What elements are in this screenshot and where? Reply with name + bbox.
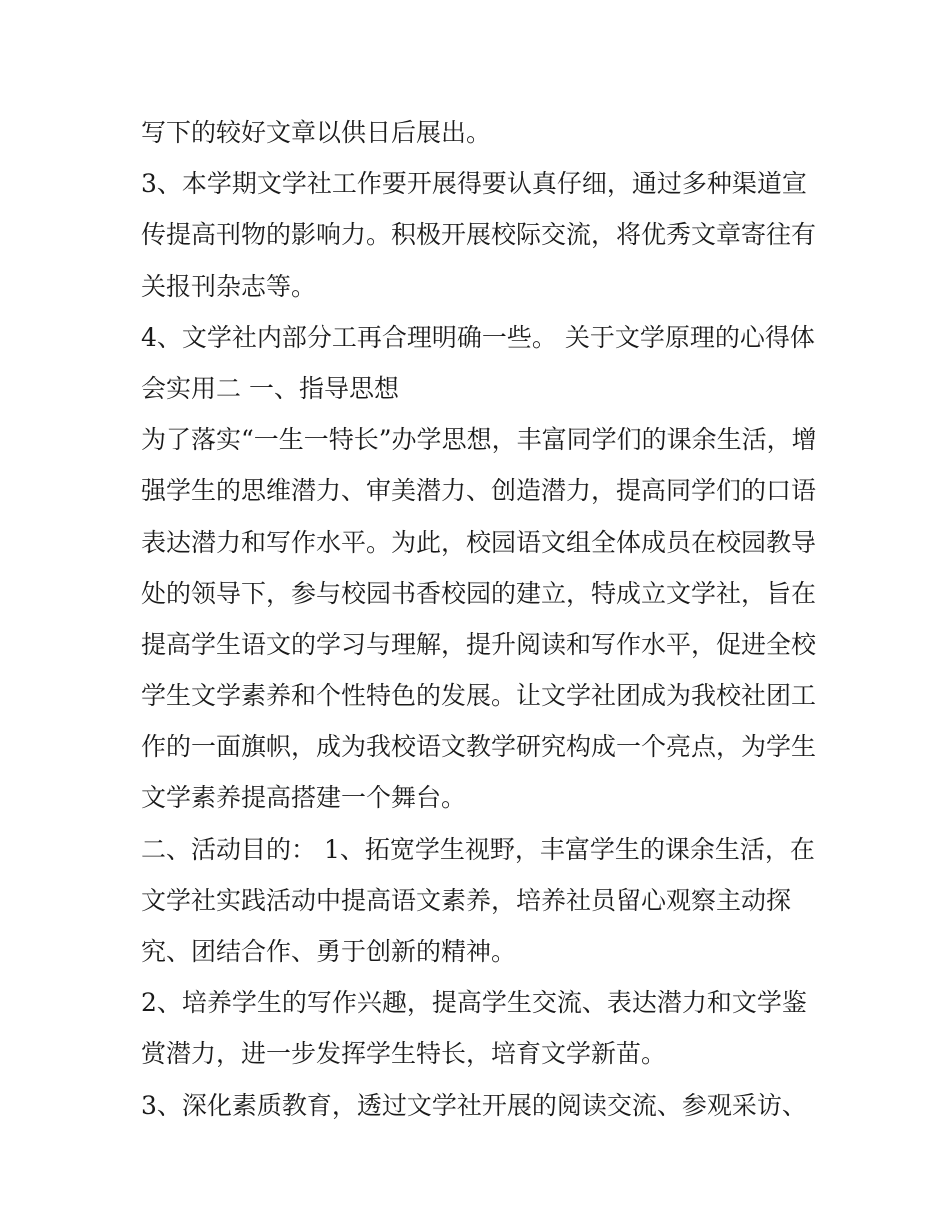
text-line: 2、培养学生的写作兴趣，提高学生交流、表达潜力和文学鉴 [141, 988, 807, 1018]
text-line: 3、本学期文学社工作要开展得要认真仔细，通过多种渠道宣 [141, 169, 807, 199]
text-line: 文学素养提高搭建一个舞台。 [141, 783, 467, 813]
text-line: 写下的较好文章以供日后展出。 [141, 118, 492, 147]
text-line: 4、文学社内部分工再合理明确一些。 关于文学原理的心得体 [141, 322, 815, 352]
text-line: 究、团结合作、勇于创新的精神。 [141, 937, 517, 966]
text-line: 传提高刊物的影响力。积极开展校际交流，将优秀文章寄往有 [141, 220, 817, 250]
text-line: 关报刊杂志等。 [141, 271, 317, 301]
document-body [141, 107, 821, 1131]
text-line: 表达潜力和写作水平。为此，校园语文组全体成员在校园教导 [141, 527, 817, 557]
text-line: 3、深化素质教育，透过文学社开展的阅读交流、参观采访、 [141, 1090, 807, 1120]
text-line: 为了落实“一生一特长”办学思想，丰富同学们的课余生活，增 [141, 425, 817, 455]
text-line: 处的领导下，参与校园书香校园的建立，特成立文学社，旨在 [141, 578, 817, 608]
text-line: 强学生的思维潜力、审美潜力、创造潜力，提高同学们的口语 [141, 476, 817, 506]
text-line: 文学社实践活动中提高语文素养，培养社员留心观察主动探 [141, 885, 792, 915]
text-line: 提高学生语文的学习与理解，提升阅读和写作水平，促进全校 [141, 629, 817, 659]
text-line: 赏潜力，进一步发挥学生特长，培育文学新苗。 [141, 1039, 667, 1069]
text-line: 作的一面旗帜，成为我校语文教学研究构成一个亮点，为学生 [141, 732, 817, 762]
text-line: 二、活动目的： 1、拓宽学生视野，丰富学生的课余生活，在 [141, 834, 815, 864]
text-line: 学生文学素养和个性特色的发展。让文学社团成为我校社团工 [141, 681, 817, 711]
text-line: 会实用二 一、指导思想 [141, 373, 399, 403]
